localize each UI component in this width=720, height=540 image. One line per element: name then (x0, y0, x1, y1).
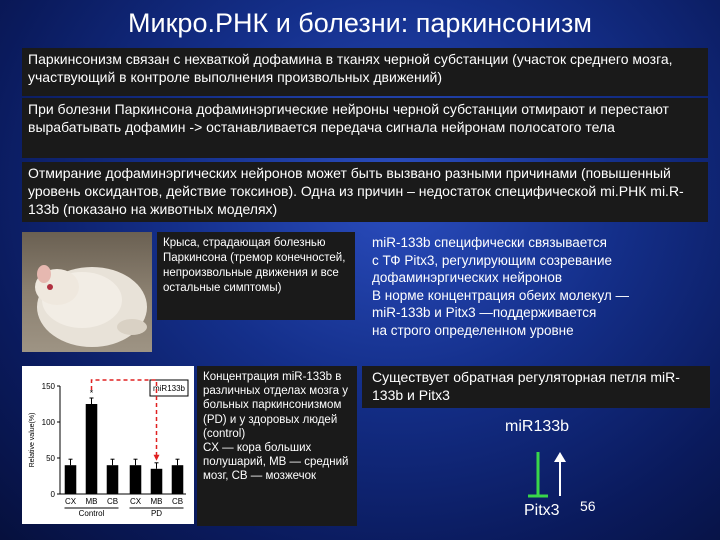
y-tick-label: 50 (46, 454, 55, 463)
chart-caption: Концентрация miR-133b в различных отделах мозга у больных паркинсонизмом (PD) и у здоровых людей (control) CX — кора больших полушарий, MB — средний мозг, CB — мозжечок (197, 366, 357, 526)
x-tick-label: CX (129, 497, 142, 506)
chart-svg (22, 366, 194, 524)
rat-illustration (22, 232, 152, 352)
paragraph-parkinsonism-dopamine: Паркинсонизм связан с нехваткой дофамина в тканях черной субстанции (участок среднего мозга, участвующий в контроле выполнения произвольных движений) (22, 48, 708, 96)
y-axis-label: Relative value(%) (29, 412, 36, 468)
bar (130, 465, 142, 494)
bar (86, 404, 98, 494)
mir133b-bar-chart (22, 366, 194, 524)
y-tick-label: 0 (50, 490, 55, 499)
bar (151, 469, 163, 494)
activation-arrowhead (554, 452, 566, 462)
significance-star: * (89, 388, 94, 398)
x-tick-label: CX (64, 497, 77, 506)
highlight-arrow (89, 380, 157, 459)
y-tick-label: 150 (41, 382, 55, 391)
rat-photo (22, 232, 152, 352)
bar (107, 465, 119, 494)
paragraph-neurons-die: При болезни Паркинсона дофаминэргические нейроны черной субстанции отмирают и перестают вырабатывать дофамин -> останавливается передача сигнала нейронам полосатого тела (22, 98, 708, 158)
slide-title: Микро.РНК и болезни: паркинсонизм (128, 8, 592, 38)
highlight-arrowhead (154, 455, 160, 461)
x-tick-label: MB (85, 497, 98, 506)
diagram-pitx3-label: Pitx3 (524, 502, 560, 519)
x-tick-label: MB (150, 497, 163, 506)
page-number: 56 (580, 498, 596, 514)
x-tick-label: CB (171, 497, 184, 506)
feedback-loop-text: Существует обратная регуляторная петля miR-133b и Pitx3 (362, 366, 710, 408)
paragraph-causes: Отмирание дофаминэргических нейронов может быть вызвано разными причинами (повышенный уровень оксидантов, действие токсинов). Одна из причин – недостаток специфической mi.РНК mi.R-133b (показано на животных моделях) (22, 162, 708, 222)
bar (65, 465, 77, 494)
mir133b-description: miR-133b специфически связывается с ТФ Pitx3, регулирующим созревание дофаминэргических нейронов В норме концентрация обеих молекул — miR-133b и Pitx3 —поддерживается на строго определенном уровне (372, 235, 630, 338)
group-label-control: Control (78, 509, 105, 518)
x-tick-label: CB (106, 497, 119, 506)
diagram-mir133b-label: miR133b (505, 418, 570, 435)
legend-label: miR133b (152, 384, 186, 393)
y-tick-label: 100 (41, 418, 55, 427)
group-label-pd: PD (150, 509, 163, 518)
rat-caption: Крыса, страдающая болезнью Паркинсона (тремор конечностей, непроизвольные движения и все остальные симптомы) (157, 232, 355, 320)
bar (172, 465, 184, 494)
